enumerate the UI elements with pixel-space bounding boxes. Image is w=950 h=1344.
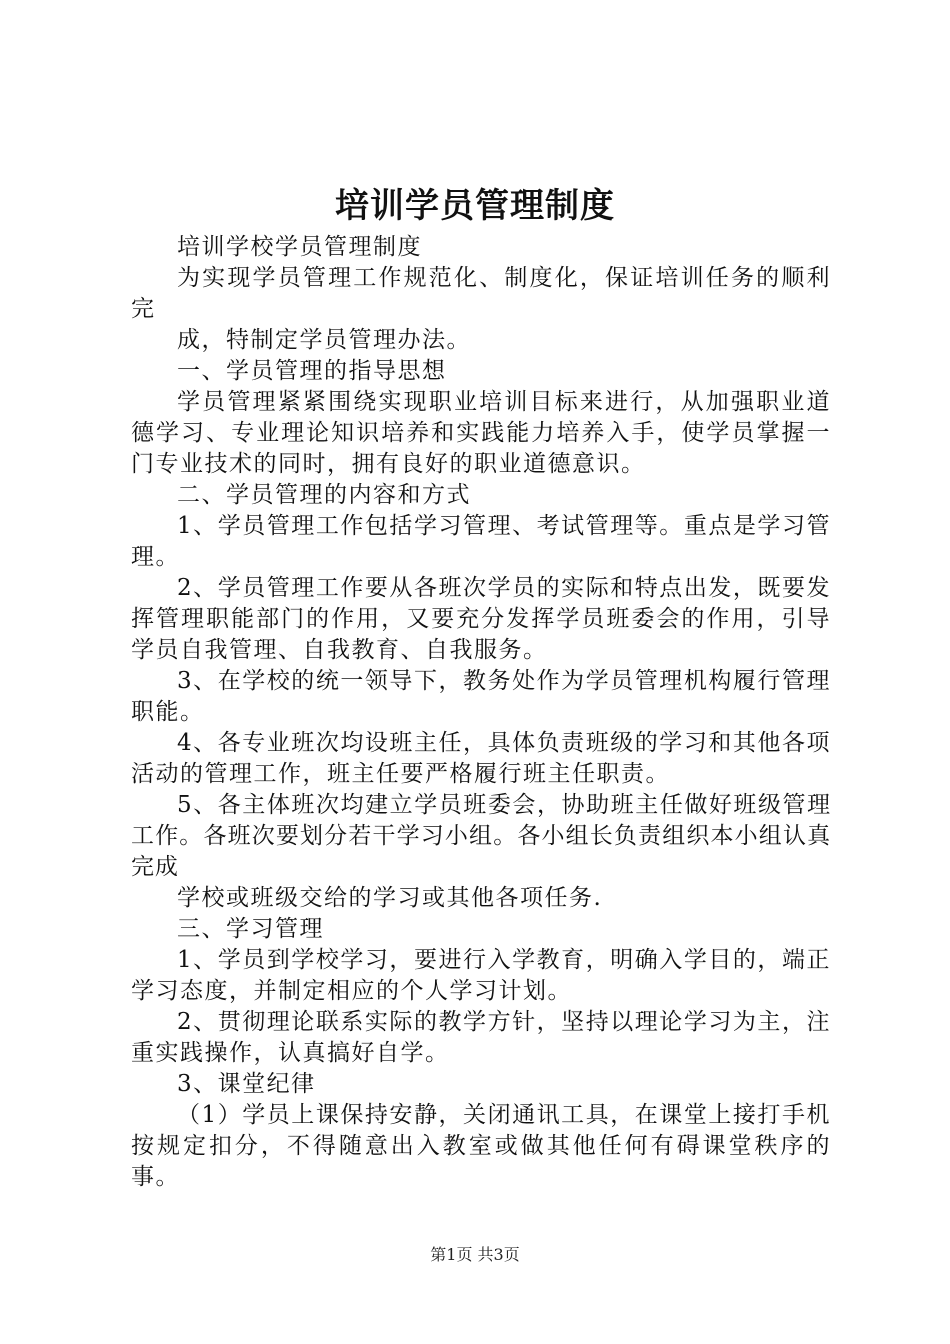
- section-heading-1: 一、学员管理的指导思想: [177, 358, 447, 384]
- paragraph-subtitle: 培训学校学员管理制度: [177, 234, 422, 260]
- paragraph-item-3: 3、在学校的统一领导下，教务处作为学员管理机构履行管理职能。: [131, 668, 831, 725]
- document-body: [131, 232, 831, 1193]
- paragraph-intro: 为实现学员管理工作规范化、制度化，保证培训任务的顺利完: [131, 265, 831, 322]
- page-number-footer: 第1页 共3页: [430, 1245, 520, 1264]
- paragraph-guiding-idea: 学员管理紧紧围绕实现职业培训目标来进行，从加强职业道德学习、专业理论知识培养和实践能力培养入手，使学员掌握一门专业技术的同时，拥有良好的职业道德意识。: [131, 389, 831, 477]
- document-title: 培训学员管理制度: [335, 186, 615, 226]
- paragraph-item-5-cont: 学校或班级交给的学习或其他各项任务.: [177, 885, 603, 911]
- paragraph-study-3-heading: 3、课堂纪律: [177, 1071, 316, 1097]
- section-heading-3: 三、学习管理: [177, 916, 324, 942]
- paragraph-intro-cont: 成，特制定学员管理办法。: [177, 327, 471, 353]
- paragraph-item-5: 5、各主体班次均建立学员班委会，协助班主任做好班级管理工作。各班次要划分若干学习小组。各小组长负责组织本小组认真完成: [131, 792, 831, 880]
- paragraph-item-2: 2、学员管理工作要从各班次学员的实际和特点出发，既要发挥管理职能部门的作用，又要充分发挥学员班委会的作用，引导学员自我管理、自我教育、自我服务。: [131, 575, 831, 663]
- paragraph-item-1: 1、学员管理工作包括学习管理、考试管理等。重点是学习管理。: [131, 513, 831, 570]
- paragraph-item-4: 4、各专业班次均设班主任，具体负责班级的学习和其他各项活动的管理工作，班主任要严格履行班主任职责。: [131, 730, 831, 787]
- paragraph-study-2: 2、贯彻理论联系实际的教学方针，坚持以理论学习为主，注重实践操作，认真搞好自学。: [131, 1009, 831, 1066]
- paragraph-study-1: 1、学员到学校学习，要进行入学教育，明确入学目的，端正学习态度，并制定相应的个人学习计划。: [131, 947, 831, 1004]
- paragraph-classroom-rule-1: （1）学员上课保持安静，关闭通讯工具，在课堂上接打手机按规定扣分，不得随意出入教室或做其他任何有碍课堂秩序的事。: [131, 1102, 831, 1190]
- section-heading-2: 二、学员管理的内容和方式: [177, 482, 471, 508]
